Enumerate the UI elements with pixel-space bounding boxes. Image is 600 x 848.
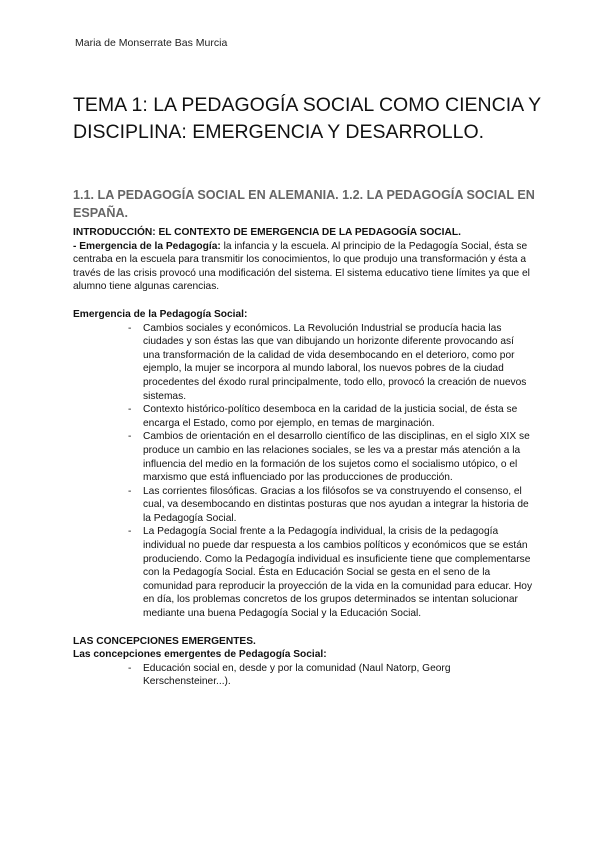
list-item bbox=[73, 322, 533, 404]
intro-paragraph bbox=[73, 240, 533, 294]
page-title: TEMA 1: LA PEDAGOGÍA SOCIAL COMO CIENCIA Y DISCIPLINA: EMERGENCIA Y DESARROLLO. bbox=[73, 94, 541, 143]
list-item bbox=[73, 525, 533, 620]
list-item-text: Cambios sociales y económicos. La Revolución Industrial se producía hacia las ciudades y son éstas las que van dibujando un horizonte diferente provocando así una transformación de la calidad de vida desembocando en el deterioro, como por ejemplo, la mujer se incorpora al mundo laboral, los nuevos pobres de la ciudad procedentes del éxodo rural principalmente, todo ello, provocó la creación de nuevos sistemas. bbox=[143, 322, 527, 402]
emergencia-list bbox=[73, 322, 533, 621]
list-item-text: Cambios de orientación en el desarrollo científico de las disciplinas, en el siglo XIX se produce un cambio en las relaciones sociales, se les va a prestar más atención a la influencia del medio en la formación de los sujetos como el socialismo utópico, o el marxismo que está influenciado por las producciones de producción. bbox=[143, 431, 530, 484]
concepciones-list bbox=[73, 662, 533, 689]
dash-bullet: - bbox=[128, 526, 132, 538]
author-name: Maria de Monserrate Bas Murcia bbox=[75, 37, 228, 49]
document-body bbox=[73, 226, 533, 689]
emergencia-heading: Emergencia de la Pedagogía Social: bbox=[73, 308, 248, 320]
concepciones-heading: LAS CONCEPCIONES EMERGENTES. bbox=[73, 635, 256, 647]
dash-bullet: - bbox=[128, 485, 132, 497]
intro-heading: INTRODUCCIÓN: EL CONTEXTO DE EMERGENCIA DE LA PEDAGOGÍA SOCIAL. bbox=[73, 227, 461, 238]
list-item bbox=[73, 485, 533, 526]
dash-bullet: - bbox=[128, 662, 132, 674]
dash-bullet: - bbox=[128, 322, 132, 334]
list-item bbox=[73, 662, 533, 689]
list-item bbox=[73, 430, 533, 484]
dash-bullet: - bbox=[128, 431, 132, 443]
concepciones-subheading: Las concepciones emergentes de Pedagogía Social: bbox=[73, 649, 327, 661]
list-item-text: Contexto histórico-político desemboca en la caridad de la justicia social, de ésta se encarga el Estado, como por ejemplo, en temas de marginación. bbox=[143, 404, 518, 429]
list-item-text: Educación social en, desde y por la comunidad (Naul Natorp, Georg Kerschensteiner...). bbox=[143, 662, 451, 688]
list-item bbox=[73, 403, 533, 430]
list-item-text: La Pedagogía Social frente a la Pedagogía individual, la crisis de la pedagogía individual no puede dar respuesta a los cambios políticos y económicos que se están produciendo. Como la Pedagogía individual es insuficiente tiene que complementarse con la Pedagogía Social. Ésta en Educación Social se gesta en el seno de la comunidad para reproducir la proyección de la vida en la comunidad para educar. Hoy en día, los problemas concretos de los grupos determinados se intentan solucionar mediante una buena Pedagogía Social y la Educación Social. bbox=[143, 526, 533, 620]
intro-lead-label: - Emergencia de la Pedagogía: bbox=[73, 240, 221, 252]
list-item-text: Las corrientes filosóficas. Gracias a los filósofos se va construyendo el consenso, el cual, va desembocando en distintas posturas que nos ayudan a integrar la historia de la Pedagogía Social. bbox=[143, 485, 529, 524]
intro-lead-text: la infancia y la escuela. Al principio de la Pedagogía Social, ésta se centraba en la escuela para transmitir los conocimientos, lo que produjo una transformación y ésta a través de las crisis provocó una modificación del sistema. El sistema educativo tiene límites ya que el alumno tiene algunas carencias. bbox=[73, 240, 530, 293]
section-subtitle: 1.1. LA PEDAGOGÍA SOCIAL EN ALEMANIA. 1.2. LA PEDAGOGÍA SOCIAL EN ESPAÑA. bbox=[73, 188, 535, 220]
dash-bullet: - bbox=[128, 404, 132, 416]
